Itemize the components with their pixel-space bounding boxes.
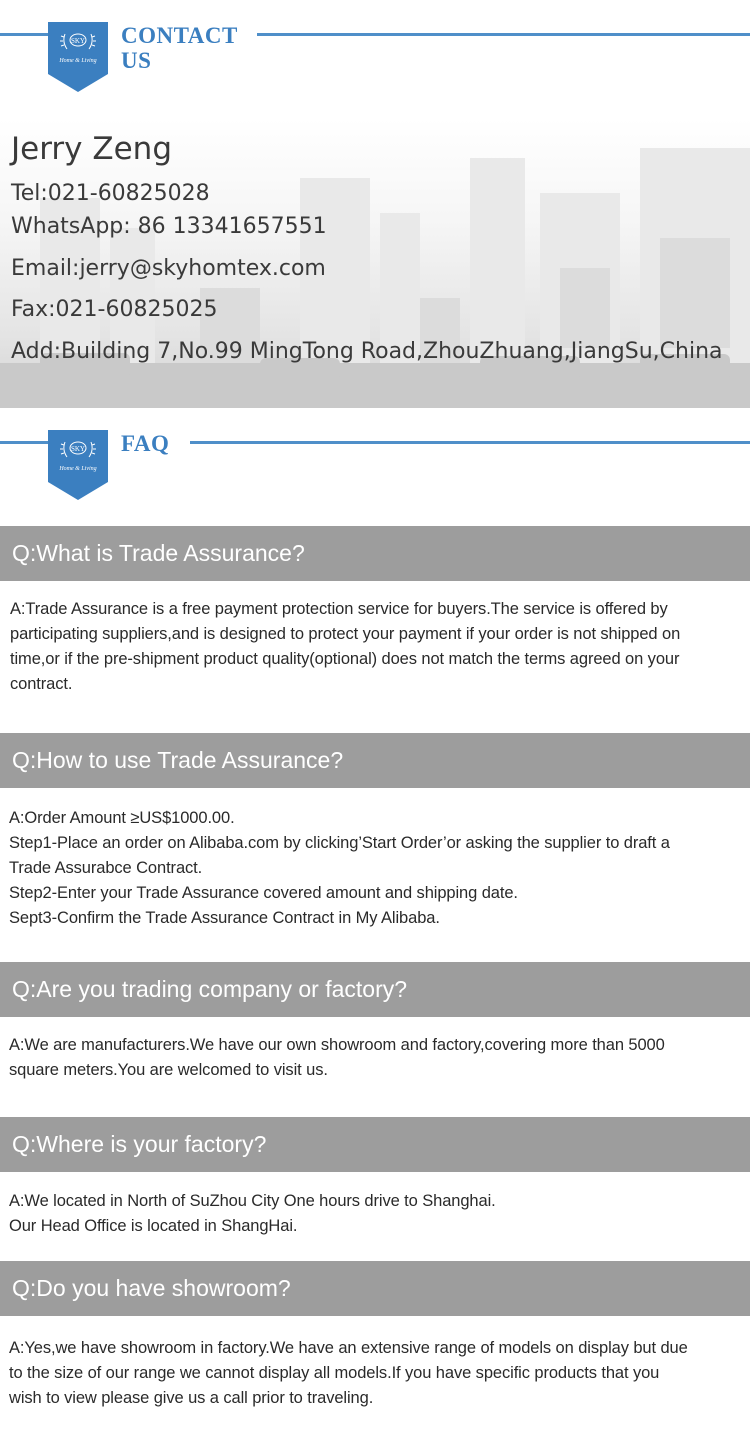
faq-answer-5 xyxy=(9,1336,750,1411)
faq-question-5: Q:Do you have showroom? xyxy=(0,1261,750,1316)
sky-logo-badge-faq xyxy=(48,430,108,500)
answer-line: A:We located in North of SuZhou City One hours drive to Shanghai. xyxy=(9,1192,496,1210)
header-rule-right xyxy=(257,33,750,36)
faq-question-4: Q:Where is your factory? xyxy=(0,1117,750,1172)
badge-top-text: SKY xyxy=(70,445,86,453)
faq-question-2: Q:How to use Trade Assurance? xyxy=(0,733,750,788)
contact-email[interactable]: Email:jerry@skyhomtex.com xyxy=(11,256,326,281)
sky-logo-badge xyxy=(48,22,108,92)
answer-line: time,or if the pre-shipment product quality(optional) does not match the terms agreed on your xyxy=(10,650,680,668)
faq-answer-1 xyxy=(10,597,750,697)
answer-line: A:Trade Assurance is a free payment protection service for buyers.The service is offered by xyxy=(10,600,668,618)
answer-line: Step1-Place an order on Alibaba.com by clicking’Start Order’or asking the supplier to draft a xyxy=(9,834,670,852)
faq-rule-left xyxy=(0,441,50,444)
answer-line: to the size of our range we cannot display all models.If you have specific products that you xyxy=(9,1364,660,1382)
contact-header xyxy=(0,0,750,100)
answer-line: Step2-Enter your Trade Assurance covered amount and shipping date. xyxy=(9,884,518,902)
contact-address: Add:Building 7,No.99 MingTong Road,ZhouZhuang,JiangSu,China xyxy=(11,339,723,364)
badge-bottom-text: Home & Living xyxy=(59,58,97,64)
contact-fax: Fax:021-60825025 xyxy=(11,297,218,322)
badge-top-text: SKY xyxy=(70,37,86,45)
faq-title: FAQ xyxy=(121,431,170,456)
contact-tel: Tel:021-60825028 xyxy=(11,181,210,206)
faq-answer-2 xyxy=(9,806,750,931)
answer-line: participating suppliers,and is designed to protect your payment if your order is not shipped on xyxy=(10,625,681,643)
contact-name: Jerry Zeng xyxy=(11,131,172,167)
header-rule-left xyxy=(0,33,50,36)
contact-title-line2: US xyxy=(121,48,152,73)
answer-line: square meters.You are welcomed to visit us. xyxy=(9,1061,328,1079)
contact-title-line1: CONTACT xyxy=(121,23,238,48)
answer-line: wish to view please give us a call prior to traveling. xyxy=(9,1389,374,1407)
faq-answer-4 xyxy=(9,1189,750,1239)
answer-line: contract. xyxy=(10,675,73,693)
faq-answer-3 xyxy=(9,1033,750,1083)
answer-line: A:Yes,we have showroom in factory.We have an extensive range of models on display but due xyxy=(9,1339,688,1357)
contact-whatsapp: WhatsApp: 86 13341657551 xyxy=(11,214,327,239)
contact-title xyxy=(121,23,238,73)
answer-line: A:We are manufacturers.We have our own showroom and factory,covering more than 5000 xyxy=(9,1036,665,1054)
answer-line: A:Order Amount ≥US$1000.00. xyxy=(9,809,235,827)
faq-header xyxy=(0,420,750,510)
badge-bottom-text: Home & Living xyxy=(59,466,97,472)
faq-rule-right xyxy=(190,441,750,444)
faq-question-3: Q:Are you trading company or factory? xyxy=(0,962,750,1017)
answer-line: Trade Assurabce Contract. xyxy=(9,859,203,877)
faq-question-1: Q:What is Trade Assurance? xyxy=(0,526,750,581)
answer-line: Our Head Office is located in ShangHai. xyxy=(9,1217,298,1235)
answer-line: Sept3-Confirm the Trade Assurance Contract in My Alibaba. xyxy=(9,909,440,927)
